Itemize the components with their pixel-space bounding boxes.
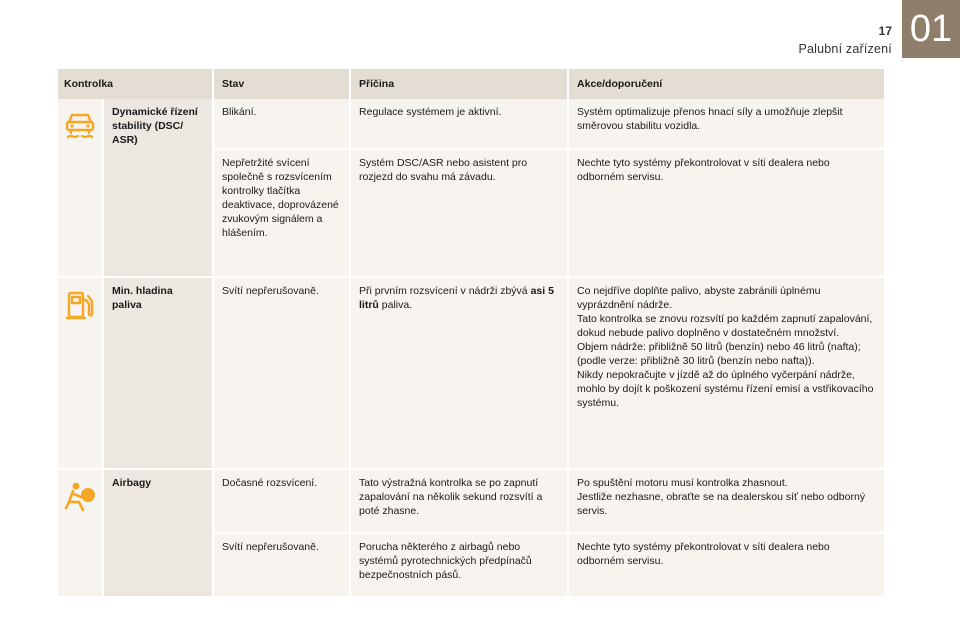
pricina-cell: Systém DSC/ASR nebo asistent pro rozjezd do svahu má závadu. (350, 149, 568, 277)
warning-light-name: Airbagy (103, 469, 213, 597)
akce-line: Po spuštění motoru musí kontrolka zhasnout. (577, 477, 788, 489)
page-number: 17 (878, 24, 892, 38)
fuel-amount: asi 5 litrů (359, 285, 554, 311)
icon-cell (58, 99, 103, 277)
stav-cell: Dočasné rozsvícení. (213, 469, 350, 533)
akce-line: Co nejdříve doplňte palivo, abyste zabránili úplnému vyprázdnění nádrže. (577, 285, 821, 311)
akce-cell: Nechte tyto systémy překontrolovat v síti dealera nebo odborném servisu. (568, 149, 885, 277)
column-header-stav: Stav (213, 69, 350, 99)
pricina-text-end: paliva. (378, 299, 413, 311)
pricina-cell: Porucha některého z airbagů nebo systémů pyrotechnických předpínačů bezpečnostních pásů. (350, 533, 568, 597)
warning-lights-table (58, 69, 886, 598)
column-header-akce: Akce/doporučení (568, 69, 885, 99)
chapter-title: Palubní zařízení (798, 42, 892, 56)
stav-cell: Blikání. (213, 99, 350, 149)
airbag-icon (58, 480, 102, 512)
warning-light-name: Min. hladina paliva (103, 277, 213, 469)
fuel-pump-icon (58, 288, 102, 322)
table-row (58, 469, 885, 533)
table-header-row (58, 69, 885, 99)
stav-cell: Svítí nepřerušovaně. (213, 533, 350, 597)
akce-cell (568, 469, 885, 533)
table-row (58, 277, 885, 469)
stav-cell: Nepřetržité svícení společně s rozsvícením kontrolky tlačítka deaktivace, doprovázené zvukovým signálem a hlášením. (213, 149, 350, 277)
car-skid-icon (58, 109, 102, 139)
warning-light-name: Dynamické řízení stability (DSC/ ASR) (103, 99, 213, 277)
table-row (58, 99, 885, 149)
akce-cell: Systém optimalizuje přenos hnací síly a umožňuje zlepšit směrovou stabilitu vozidla. (568, 99, 885, 149)
chapter-number: 01 (909, 7, 953, 50)
stav-cell: Svítí nepřerušovaně. (213, 277, 350, 469)
chapter-tab (902, 0, 960, 58)
pricina-cell: Tato výstražná kontrolka se po zapnutí zapalování na několik sekund rozsvítí a poté zhasne. (350, 469, 568, 533)
akce-line: Jestliže nezhasne, obraťte se na dealerskou síť nebo odborný servis. (577, 491, 866, 517)
pricina-cell (350, 277, 568, 469)
column-header-pricina: Příčina (350, 69, 568, 99)
akce-cell: Nechte tyto systémy překontrolovat v síti dealera nebo odborném servisu. (568, 533, 885, 597)
pricina-text: Při prvním rozsvícení v nádrži zbývá (359, 285, 531, 297)
akce-line: Objem nádrže: přibližně 50 litrů (benzín) nebo 46 litrů (nafta); (podle verze: přibližně 30 litrů (benzín nebo nafta)). (577, 341, 861, 367)
pricina-cell: Regulace systémem je aktivní. (350, 99, 568, 149)
akce-cell (568, 277, 885, 469)
icon-cell (58, 469, 103, 597)
akce-line: Tato kontrolka se znovu rozsvítí po každém zapnutí zapalování, dokud nebude palivo doplněno v dostatečném množství. (577, 313, 873, 339)
akce-line: Nikdy nepokračujte v jízdě až do úplného vyčerpání nádrže, mohlo by dojít k poškození systému řízení emisí a vstřikovacího systému. (577, 369, 874, 409)
icon-cell (58, 277, 103, 469)
column-header-kontrolka: Kontrolka (58, 69, 213, 99)
